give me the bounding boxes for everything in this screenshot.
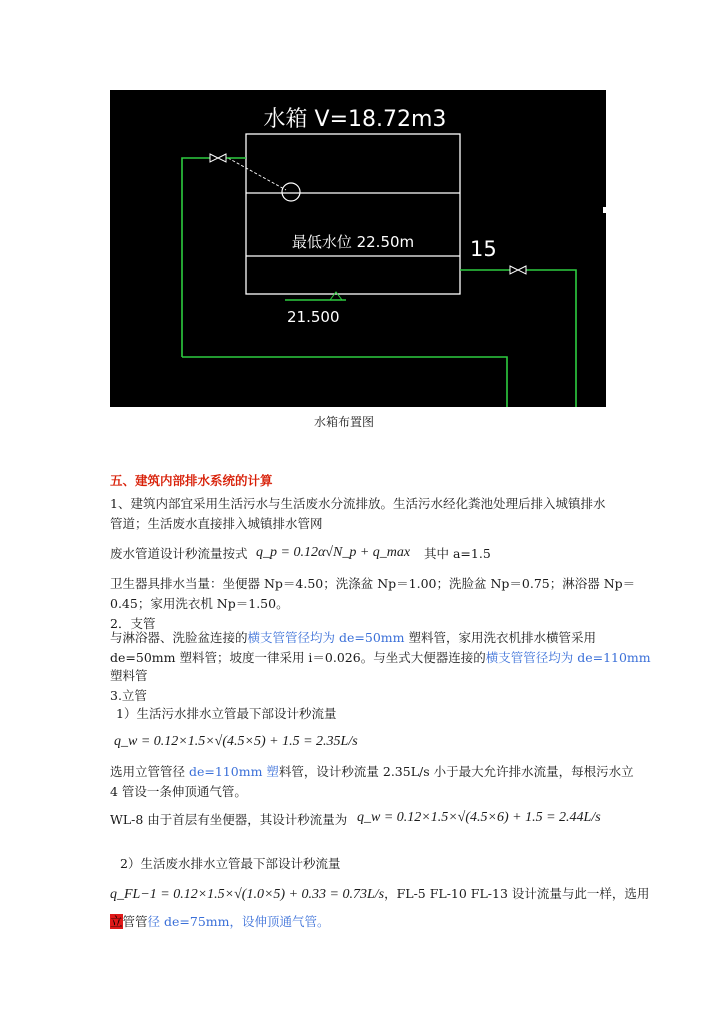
highlighted-char: 立 bbox=[110, 914, 123, 929]
paragraph-5-intro: WL-8 由于首层有坐便器，其设计秒流量为 bbox=[110, 812, 348, 827]
formula-note: 其中 a=1.5 bbox=[424, 546, 491, 561]
water-tank-figure bbox=[110, 90, 606, 407]
water-tank-drawing bbox=[110, 90, 606, 407]
paragraph-3-line-2 bbox=[110, 650, 651, 666]
paragraph-4-part-c: 塑 bbox=[262, 764, 279, 779]
paragraph-3-line-3: 塑料管 bbox=[110, 668, 148, 683]
formula-main: q_p = 0.12α√N_p + q_max bbox=[256, 545, 411, 560]
formula-4: q_FL−1 = 0.12×1.5×√(1.0×5) + 0.33 = 0.73L/s bbox=[110, 887, 385, 902]
paragraph-4-part-a: 选用立管管径 bbox=[110, 764, 189, 779]
inlet-valve-icon bbox=[210, 154, 226, 162]
paragraph-2-line-1: 卫生器具排水当量：坐便器 Np＝4.50；洗涤盆 Np＝1.00；洗脸盆 Np＝0.75；淋浴器 Np＝ bbox=[110, 576, 636, 591]
float-arm bbox=[228, 158, 286, 190]
subheading-riser: 3.立管 bbox=[110, 688, 147, 703]
inlet-pipe-lower bbox=[182, 357, 507, 407]
paragraph-6-line-2 bbox=[110, 914, 330, 930]
paragraph-6-line-2-part-a: 管管 bbox=[122, 914, 148, 929]
paragraph-4-line-2: 4 管设一条伸顶通气管。 bbox=[110, 784, 247, 799]
elevation-marker-icon bbox=[330, 292, 342, 300]
section-heading: 五、建筑内部排水系统的计算 bbox=[110, 473, 273, 488]
formula-2: q_w = 0.12×1.5×√(4.5×5) + 1.5 = 2.35L/s bbox=[114, 734, 358, 749]
subheading-riser-2: 2）生活废水排水立管最下部设计秒流量 bbox=[120, 856, 341, 871]
tank-outline bbox=[246, 134, 460, 294]
float-ball bbox=[282, 183, 300, 201]
paragraph-3-part-c: 塑料管，家用洗衣机排水横管采用 bbox=[404, 630, 596, 645]
formula-3: q_w = 0.12×1.5×√(4.5×6) + 1.5 = 2.44L/s bbox=[357, 810, 601, 825]
figure-caption: 水箱布置图 bbox=[314, 415, 375, 429]
outlet-valve-icon bbox=[510, 266, 526, 274]
formula-intro: 废水管道设计秒流量按式 bbox=[110, 546, 248, 561]
subheading-branch: 2．支管 bbox=[110, 616, 156, 631]
paragraph-4-part-d: 料管，设计秒流量 2.35L/s 小于最大允许排水流量，每根污水立 bbox=[278, 764, 634, 779]
paragraph-3-line-2-part-a: de=50mm 塑料管；坡度一律采用 i＝0.026。与坐式大便器连接的 bbox=[110, 650, 486, 665]
paragraph-1-line-1: 1、建筑内部宜采用生活污水与生活废水分流排放。生活污水经化粪池处理后排入城镇排水 bbox=[110, 496, 606, 511]
paragraph-4-line-1 bbox=[110, 764, 634, 780]
paragraph-2-line-2: 0.45；家用洗衣机 Np＝1.50。 bbox=[110, 596, 289, 611]
paragraph-3-part-a: 与淋浴器、洗脸盆连接的 bbox=[110, 630, 248, 645]
paragraph-3-part-b: 横支管管径均为 de=50mm bbox=[247, 630, 405, 645]
elevation-label: 21.500 bbox=[287, 308, 340, 326]
floor-number: 15 bbox=[470, 237, 497, 261]
paragraph-1-line-2: 管道；生活废水直接排入城镇排水管网 bbox=[110, 516, 323, 531]
edge-marker bbox=[603, 207, 606, 213]
paragraph-6-tail: ，FL-5 FL-10 FL-13 设计流量与此一样，选用 bbox=[384, 886, 650, 901]
paragraph-3-line-2-part-b: 横支管管径均为 de=110mm bbox=[485, 650, 651, 665]
subheading-riser-1: 1）生活污水排水立管最下部设计秒流量 bbox=[116, 706, 337, 721]
paragraph-6-line-1 bbox=[110, 886, 649, 903]
paragraph-6-line-2-part-b: 径 de=75mm，设伸顶通气管。 bbox=[147, 914, 330, 929]
paragraph-4-part-b: de=110mm bbox=[188, 764, 263, 779]
paragraph-3-line-1 bbox=[110, 630, 596, 646]
inlet-pipe bbox=[182, 158, 210, 357]
tank-title: 水箱 V=18.72m3 bbox=[263, 107, 447, 132]
water-level-label: 最低水位 22.50m bbox=[291, 233, 415, 251]
